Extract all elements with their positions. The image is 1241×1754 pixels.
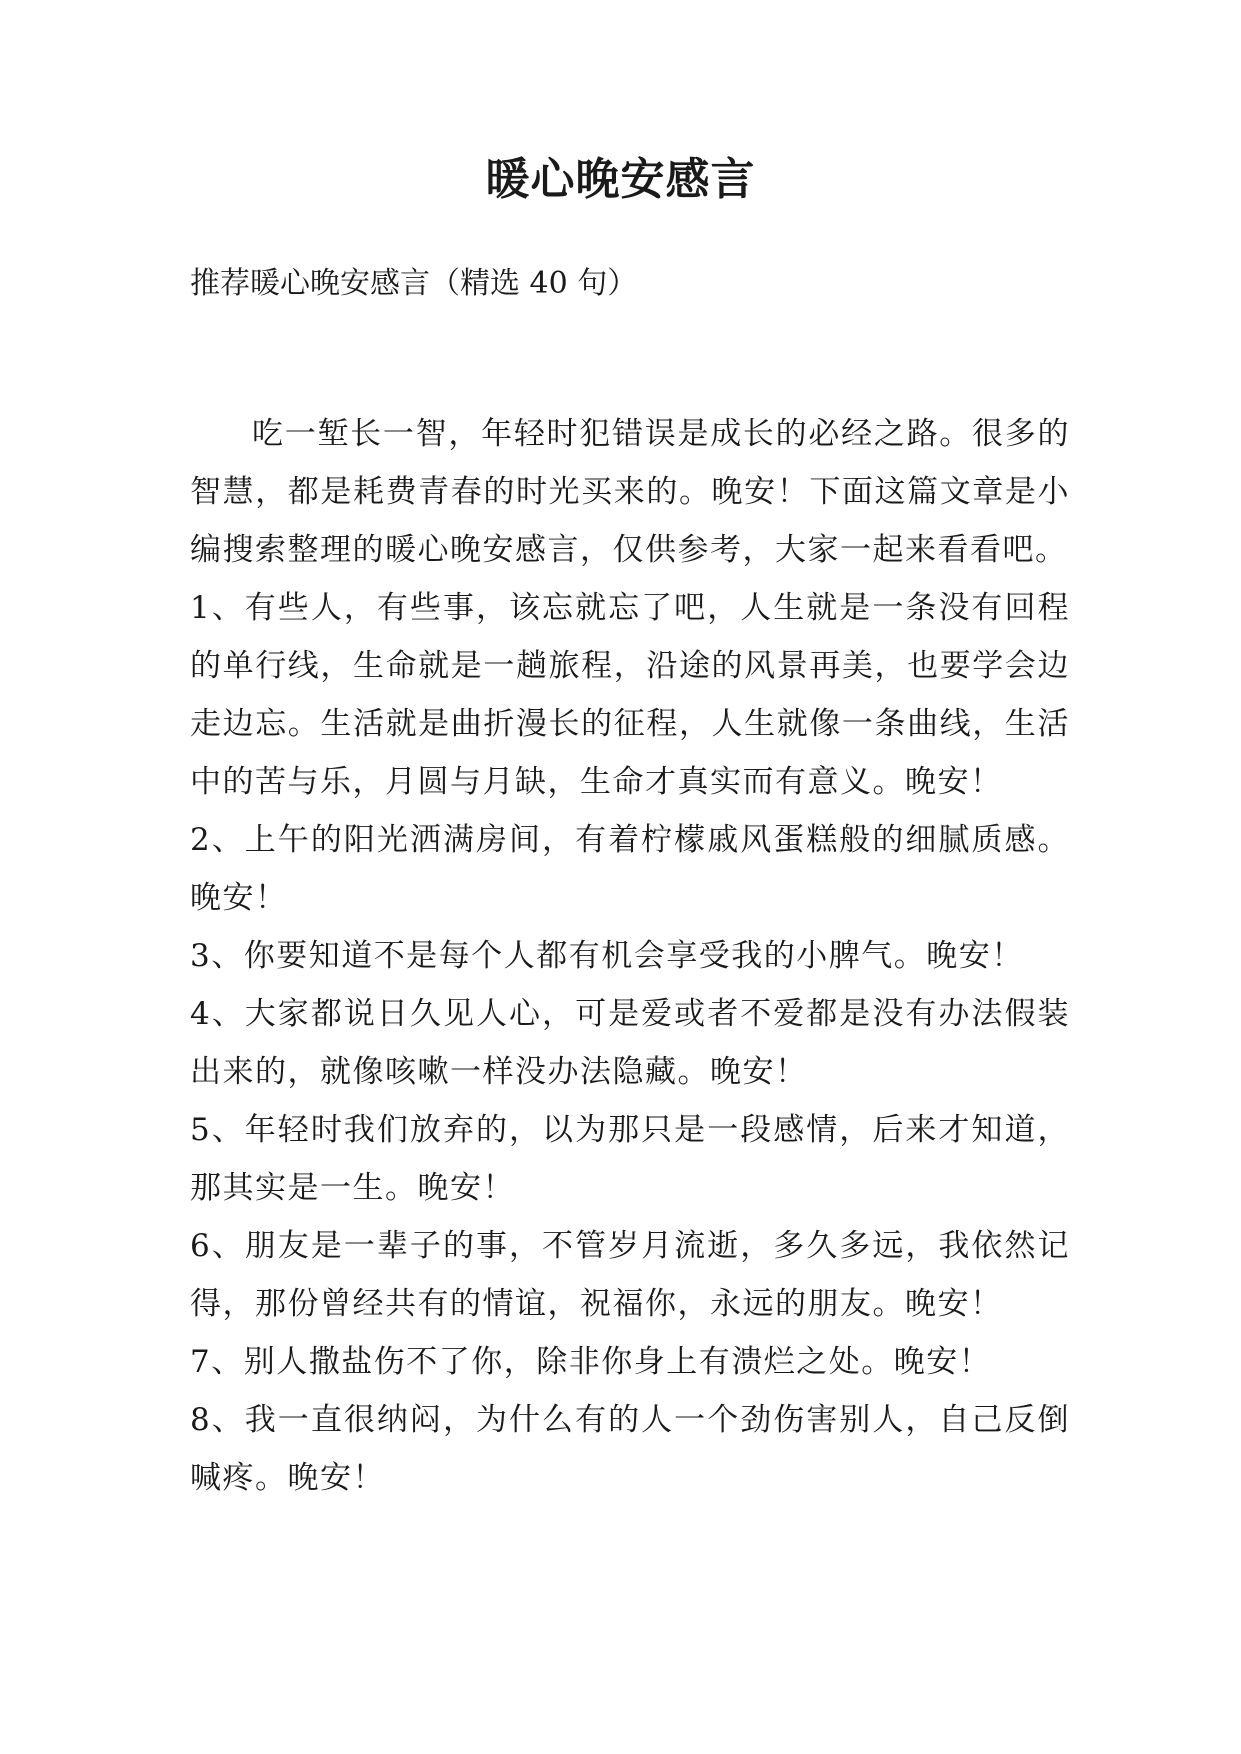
list-item: 6、朋友是一辈子的事，不管岁月流逝，多久多远，我依然记得，那份曾经共有的情谊，祝福你，永远的朋友。晚安！ <box>190 1228 1070 1322</box>
document-title: 暖心晚安感言 <box>485 154 756 205</box>
document-body <box>190 405 1070 1507</box>
list-item: 1、有些人，有些事，该忘就忘了吧，人生就是一条没有回程的单行线，生命就是一趟旅程，沿途的风景再美，也要学会边走边忘。生活就是曲折漫长的征程，人生就像一条曲线，生活中的苦与乐，月圆与月缺，生命才真实而有意义。晚安！ <box>190 590 1070 800</box>
intro-paragraph: 吃一堑长一智，年轻时犯错误是成长的必经之路。很多的智慧，都是耗费青春的时光买来的。晚安！下面这篇文章是小编搜索整理的暖心晚安感言，仅供参考，大家一起来看看吧。 <box>190 416 1070 568</box>
list-item: 3、你要知道不是每个人都有机会享受我的小脾气。晚安！ <box>190 938 1024 974</box>
list-item: 7、别人撒盐伤不了你，除非你身上有溃烂之处。晚安！ <box>190 1344 992 1380</box>
document-subtitle: 推荐暖心晚安感言（精选 40 句） <box>190 266 638 301</box>
list-item: 5、年轻时我们放弃的，以为那只是一段感情，后来才知道，那其实是一生。晚安！ <box>190 1112 1070 1206</box>
list-item: 4、大家都说日久见人心，可是爱或者不爱都是没有办法假装出来的，就像咳嗽一样没办法隐藏。晚安！ <box>190 996 1070 1090</box>
list-item: 8、我一直很纳闷，为什么有的人一个劲伤害别人，自己反倒喊疼。晚安！ <box>190 1402 1070 1496</box>
list-item: 2、上午的阳光洒满房间，有着柠檬戚风蛋糕般的细腻质感。晚安！ <box>190 822 1070 916</box>
